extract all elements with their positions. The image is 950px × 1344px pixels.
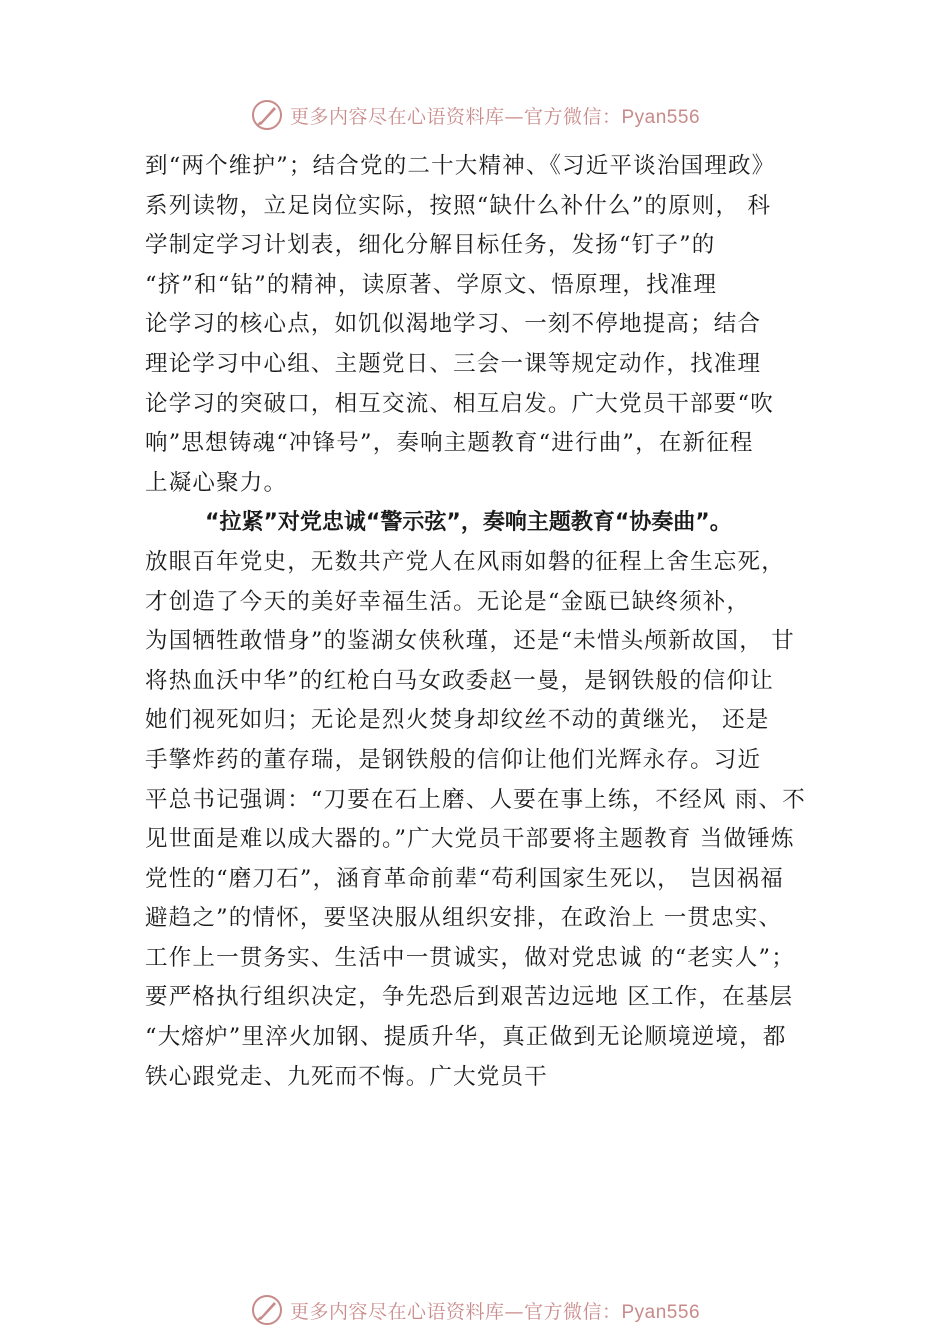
text-line: 学制定学习计划表，细化分解目标任务，发扬“钉子”的	[145, 232, 716, 259]
watermark-id: Pyan556	[621, 106, 701, 128]
text-line: 响”思想铸魂“冲锋号”，奏响主题教育“进行曲”，在新征程	[145, 430, 754, 457]
text-line: 系列读物，立足岗位实际，按照“缺什么补什么”的原则， 科	[145, 192, 772, 219]
text-line: 平总书记强调：“刀要在石上磨、人要在事上练，不经风 雨、不	[145, 786, 806, 813]
section-heading: “拉紧”对党忠诚“警示弦”，奏响主题教育“协奏曲”。	[205, 510, 732, 536]
header-watermark	[0, 95, 950, 135]
text-line: 才创造了今天的美好幸福生活。无论是“金瓯已缺终须补，	[145, 588, 751, 615]
text-line: 上凝心聚力。	[145, 469, 288, 496]
text-line: 避趋之”的情怀，要坚决服从组织安排，在政治上 一贯忠实、	[145, 905, 783, 932]
paragraph-1	[145, 147, 835, 503]
text-line: 要严格执行组织决定，争先恐后到艰苦边远地 区工作，在基层	[145, 984, 794, 1011]
text-line: 铁心跟党走、九死而不悔。广大党员干	[145, 1063, 548, 1090]
quill-logo-icon	[250, 1293, 284, 1327]
paragraph-2	[145, 543, 835, 1097]
text-line: 为国牺牲敢惜身”的鉴湖女侠秋瑾，还是“未惜头颅新故国， 甘	[145, 628, 795, 655]
text-line: 见世面是难以成大器的。”广大党员干部要将主题教育 当做锤炼	[145, 826, 795, 853]
text-line: 手擎炸药的董存瑞，是钢铁般的信仰让他们光辉永存。习近	[145, 746, 762, 773]
text-line: “大熔炉”里淬火加钢、提质升华，真正做到无论顺境逆境，都	[145, 1024, 787, 1051]
text-line: 理论学习中心组、主题党日、三会一课等规定动作，找准理	[145, 350, 762, 377]
text-line: 论学习的突破口，相互交流、相互启发。广大党员干部要“吹	[145, 390, 774, 417]
footer-watermark	[0, 1290, 950, 1330]
text-line: 党性的“磨刀石”，涵育革命前辈“苟利国家生死以， 岂因祸福	[145, 865, 784, 892]
text-line: 将热血沃中华”的红枪白马女政委赵一曼，是钢铁般的信仰让	[145, 667, 774, 694]
document-body	[145, 147, 835, 1097]
text-line: 她们视死如归；无论是烈火焚身却纹丝不动的黄继光， 还是	[145, 707, 770, 734]
text-line: 放眼百年党史，无数共产党人在风雨如磐的征程上舍生忘死，	[145, 548, 785, 575]
quill-logo-icon	[250, 98, 284, 132]
text-line: “挤”和“钻”的精神，读原著、学原文、悟原理，找准理	[145, 271, 718, 298]
text-line: 工作上一贯务实、生活中一贯诚实，做对党忠诚 的“老实人”；	[145, 944, 795, 971]
watermark-text: 更多内容尽在心语资料库—官方微信：	[289, 105, 622, 128]
text-line: 到“两个维护”；结合党的二十大精神、《习近平谈治国理政》	[145, 153, 776, 179]
text-line: 论学习的核心点，如饥似渴地学习、一刻不停地提高；结合	[145, 311, 762, 338]
watermark-text: 更多内容尽在心语资料库—官方微信：	[289, 1300, 622, 1323]
watermark-id: Pyan556	[621, 1301, 701, 1323]
